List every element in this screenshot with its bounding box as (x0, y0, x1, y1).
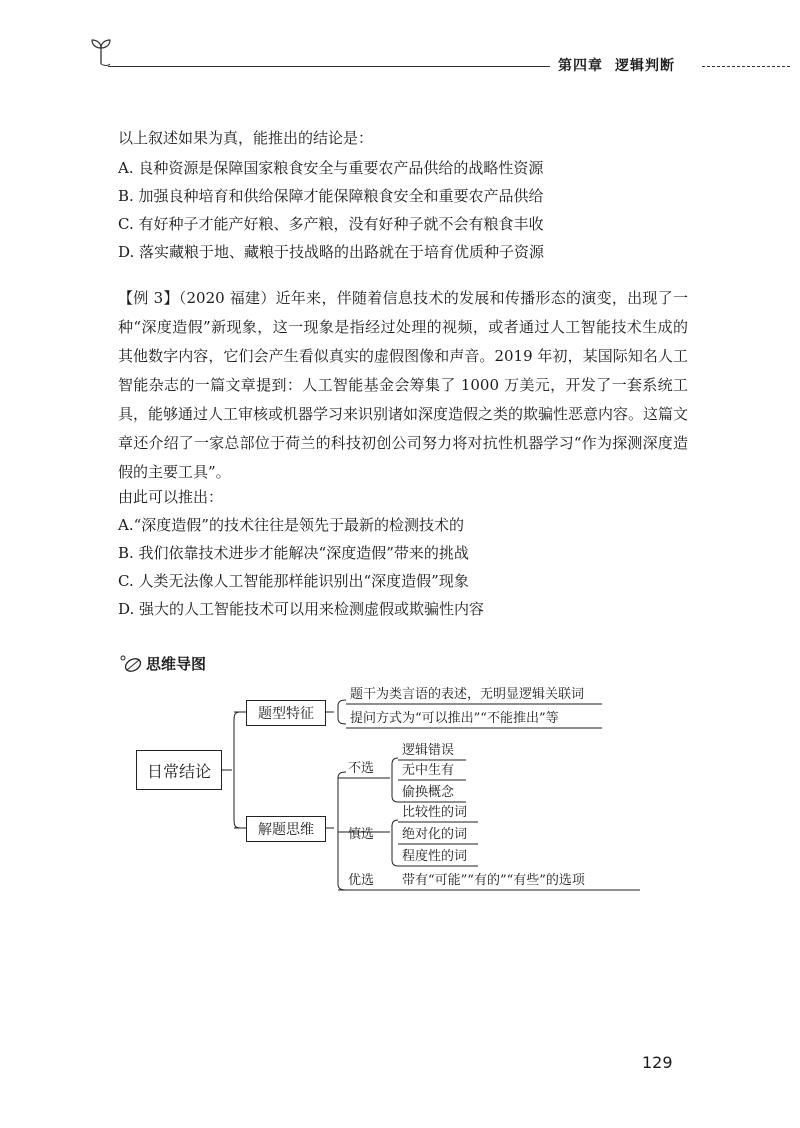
chapter-title: 逻辑判断 (615, 58, 675, 74)
example3-text: 【例 3】（2020 福建）近年来，伴随着信息技术的发展和传播形态的演变，出现了一种“深度造假”新现象，这一现象是指经过处理的视频，或者通过人工智能技术生成的其他数字内容，它们会产生看似真实的虚假图像和声音。2019 年初，某国际知名人工智能杂志的一篇文章提到：人工智能基金会筹集了 1000 万美元，开发了一套系统工具，能够通过人工审核或机器学习来识别诸如深度造假之类的欺骗性恶意内容。这篇文章还介绍了一家总部位于荷兰的科技初创公司努力将对抗性机器学习“作为探测深度造假的主要工具”。 (118, 289, 689, 481)
option-c: C. 有好种子才能产好粮、多产粮，没有好种子就不会有粮食丰收 (118, 215, 544, 233)
option-d: D. 落实藏粮于地、藏粮于技战略的出路就在于培育优质种子资源 (118, 243, 545, 261)
feature-item: 提问方式为“可以推出”“不能推出”等 (350, 711, 559, 726)
page-number: 129 (642, 1053, 673, 1072)
mindmap-branch-features: 题型特征 (246, 700, 326, 726)
prefer-item: 带有“可能”“有的”“有些”的选项 (402, 873, 585, 888)
option-a: A. 良种资源是保障国家粮食安全与重要农产品供给的战略性资源 (118, 159, 544, 177)
not-choose-item: 偷换概念 (402, 785, 455, 800)
careful-label: 慎选 (348, 827, 375, 842)
mindmap-title: 思维导图 (146, 655, 207, 673)
careful-item: 程度性的词 (402, 849, 468, 864)
example3-option-a: A.“深度造假”的技术往往是领先于最新的检测技术的 (118, 516, 464, 534)
chapter-number: 第四章 (558, 58, 603, 74)
careful-item: 绝对化的词 (402, 827, 468, 842)
option-b: B. 加强良种培育和供给保障才能保障粮食安全和重要农产品供给 (118, 187, 544, 205)
example3-option-d: D. 强大的人工智能技术可以用来检测虚假或欺骗性内容 (118, 600, 485, 618)
not-choose-item: 逻辑错误 (402, 743, 455, 758)
prefer-label: 优选 (348, 873, 375, 888)
example3-option-b: B. 我们依靠技术进步才能解决“深度造假”带来的挑战 (118, 544, 469, 562)
mindmap-branch-thinking: 解题思维 (246, 816, 326, 842)
feature-item: 题干为类言语的表述，无明显逻辑关联词 (350, 687, 585, 702)
example3-prompt: 由此可以推出： (118, 488, 224, 506)
careful-item: 比较性的词 (402, 805, 468, 820)
not-choose-item: 无中生有 (402, 763, 455, 778)
mindmap-root: 日常结论 (136, 750, 222, 790)
not-choose-label: 不选 (348, 761, 375, 776)
question-prompt: 以上叙述如果为真，能推出的结论是： (118, 129, 374, 147)
example3-option-c: C. 人类无法像人工智能那样能识别出“深度造假”现象 (118, 572, 469, 590)
